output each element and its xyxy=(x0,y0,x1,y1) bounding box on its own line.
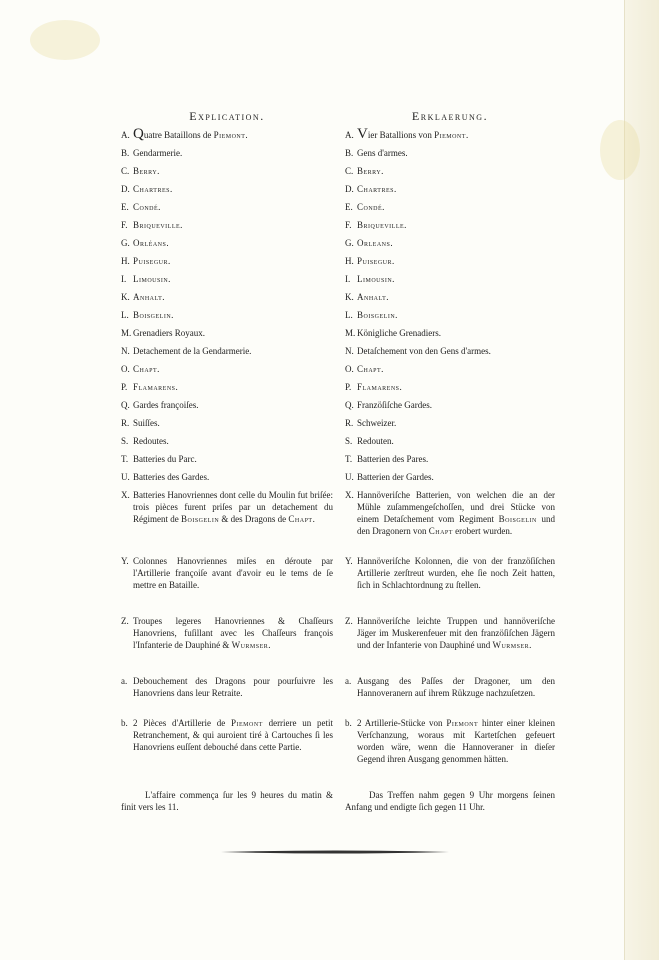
entry-m: M. Königliche Grenadiers. xyxy=(345,328,441,338)
entry-b: B. Gendarmerie. xyxy=(121,148,183,158)
entry-g: G. Orléans. xyxy=(121,238,170,248)
entry-n: N. Detaſchement von den Gens d'armes. xyxy=(345,346,491,356)
entry-r: R. Suiſſes. xyxy=(121,418,160,428)
entry-d: D. Chartres. xyxy=(345,184,397,194)
entry-a: a. Debouchement des Dragons pour pourſuivre les Hanovriens dans leur Retraite. xyxy=(121,676,333,698)
entry-y: Y. Colonnes Hanovriennes miſes en déroute par l'Artillerie françoiſe avant d'avoir eu le tems de ſe mettre en Bataille. xyxy=(121,556,333,590)
entry-d: D. Chartres. xyxy=(121,184,173,194)
erklaerung-column xyxy=(345,110,555,813)
entry-u: U. Batterien der Gardes. xyxy=(345,472,434,482)
explication-column xyxy=(121,110,333,813)
entry-c: C. Berry. xyxy=(345,166,384,176)
entry-s: S. Redoutes. xyxy=(121,436,169,446)
entry-h: H. Puisegur. xyxy=(121,256,171,266)
entry-a: a. Ausgang des Paſſes der Dragoner, um den Hannoveranern auf ihrem Rükzuge nachzuſetzen. xyxy=(345,676,555,698)
ornamental-rule xyxy=(221,850,449,854)
entry-q: Q. Franzöſiſche Gardes. xyxy=(345,400,432,410)
entry-m: M. Grenadiers Royaux. xyxy=(121,328,205,338)
entry-z: Z. Troupes legeres Hanovriennes & Chaſſeurs Hanovriens, fuſillant avec les Chaſſeurs françois l'Infanterie de Dauphiné & Wurmser. xyxy=(121,616,333,650)
entry-e: E. Condé. xyxy=(121,202,161,212)
erklaerung-heading: Erklaerung. xyxy=(411,109,489,123)
entry-y: Y. Hannöveriſche Kolonnen, die von der franzöſiſchen Artillerie zerſtreut wurden, ehe ſie noch Zeit hatten, ſich in Schlachtordnung zu ſtellen. xyxy=(345,556,555,590)
entry-a: A. Quatre Bataillons de Piemont. xyxy=(121,126,248,142)
entry-k: K. Anhalt. xyxy=(345,292,390,302)
paper-stain xyxy=(600,120,640,180)
entry-u: U. Batteries des Gardes. xyxy=(121,472,210,482)
entry-f: F. Briqueville. xyxy=(121,220,183,230)
entry-t: T. Batterien des Pares. xyxy=(345,454,429,464)
entry-h: H. Puisegur. xyxy=(345,256,395,266)
entry-c: C. Berry. xyxy=(121,166,160,176)
entry-z: Z. Hannöveriſche leichte Truppen und hannöveriſche Jäger im Muskerenfeuer mit den franzöſiſchen Jägern und der Infanterie von Dauphiné und Wurmser. xyxy=(345,616,555,650)
explication-heading: Explication. xyxy=(189,109,265,123)
entry-r: R. Schweizer. xyxy=(345,418,397,428)
entry-b: b. 2 Pièces d'Artillerie de Piemont derriere un petit Retranchement, & qui auroient tiré à Cartouches ſi les Hanovriens euſſent debouché dans cette Partie. xyxy=(121,718,333,752)
entry-f: F. Briqueville. xyxy=(345,220,407,230)
entry-l: L. Boisgelin. xyxy=(345,310,398,320)
entry-s: S. Redouten. xyxy=(345,436,394,446)
entry-g: G. Orleans. xyxy=(345,238,394,248)
entry-q: Q. Gardes françoiſes. xyxy=(121,400,199,410)
entry-i: I. Limousin. xyxy=(345,274,395,284)
entry-i: I. Limousin. xyxy=(121,274,171,284)
entry-n: N. Detachement de la Gendarmerie. xyxy=(121,346,252,356)
entry-b: b. 2 Artillerie-Stücke von Piemont hinter einer kleinen Verſchanzung, woraus mit Kartetſchen gefeuert worden wäre, wenn die Hannoveraner in dieſer Gegend ihren Ausgang genommen hätten. xyxy=(345,718,555,764)
entry-x: X. Hannöveriſche Batterien, von welchen die an der Mühle zuſammengeſchoſſen, und drei Stücke von einem Detaſchement vom Regiment Boisgelin und den Dragonern von Chapt erobert wurden. xyxy=(345,490,555,536)
entry-o: O. Chapt. xyxy=(121,364,160,374)
entry-b: B. Gens d'armes. xyxy=(345,148,408,158)
entry-x: X. Batteries Hanovriennes dont celle du Moulin fut briſée: trois pièces furent priſes par un detachement du Régiment de Boisgelin & des Dragons de Chapt. xyxy=(121,490,333,524)
entry-e: E. Condé. xyxy=(345,202,385,212)
paper-stain xyxy=(30,20,100,60)
entry-p: P. Flamarens. xyxy=(121,382,179,392)
erklaerung-conclusion: Das Treffen nahm gegen 9 Uhr morgens ſeinen Anfang und endigte ſich gegen 11 Uhr. xyxy=(345,790,555,812)
entry-l: L. Boisgelin. xyxy=(121,310,174,320)
entry-k: K. Anhalt. xyxy=(121,292,166,302)
entry-a: A. Vier Batallions von Piemont. xyxy=(345,126,469,142)
explication-conclusion: L'affaire commença ſur les 9 heures du matin & finit vers les 11. xyxy=(121,790,333,812)
entry-o: O. Chapt. xyxy=(345,364,384,374)
entry-t: T. Batteries du Parc. xyxy=(121,454,197,464)
entry-p: P. Flamarens. xyxy=(345,382,403,392)
